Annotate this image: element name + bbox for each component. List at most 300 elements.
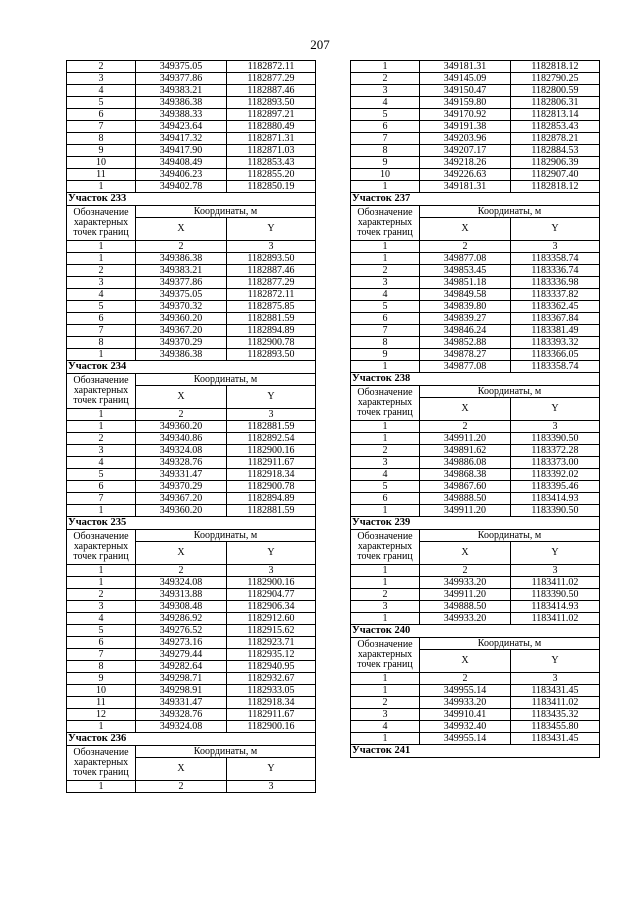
coord-y: 1183393.32 xyxy=(511,337,600,349)
point-number: 11 xyxy=(67,169,136,181)
header-row xyxy=(67,374,316,386)
point-number: 3 xyxy=(351,277,420,289)
point-number: 9 xyxy=(351,349,420,361)
section-title: Участок 239 xyxy=(351,517,600,530)
table-row xyxy=(351,613,600,625)
coords-header: Координаты, м xyxy=(136,746,316,758)
page-number: 207 xyxy=(310,37,330,52)
coord-y: 1182880.49 xyxy=(227,121,316,133)
point-number: 3 xyxy=(351,85,420,97)
table-row xyxy=(351,505,600,517)
coord-x: 349370.29 xyxy=(136,481,227,493)
column-numbers-row xyxy=(67,781,316,793)
coord-x: 349360.20 xyxy=(136,505,227,517)
coord-y: 1182881.59 xyxy=(227,313,316,325)
y-header: Y xyxy=(511,218,600,241)
section-title: Участок 236 xyxy=(67,733,316,746)
coord-y: 1183390.50 xyxy=(511,433,600,445)
coordinates-table xyxy=(350,60,600,758)
x-header: X xyxy=(420,542,511,565)
point-number: 7 xyxy=(67,649,136,661)
table-row xyxy=(67,181,316,193)
coord-y: 3 xyxy=(227,241,316,253)
coord-y: 1182878.21 xyxy=(511,133,600,145)
coord-y: 1182853.43 xyxy=(227,157,316,169)
table-row xyxy=(351,601,600,613)
column-numbers-row xyxy=(67,409,316,421)
table-row xyxy=(67,469,316,481)
coord-x: 349328.76 xyxy=(136,709,227,721)
header-row xyxy=(351,386,600,398)
coord-x: 349839.27 xyxy=(420,313,511,325)
coord-y: 1182818.12 xyxy=(511,181,600,193)
coord-y: 1182884.53 xyxy=(511,145,600,157)
coord-x: 349911.20 xyxy=(420,589,511,601)
point-number: 8 xyxy=(67,133,136,145)
coord-y: 1183362.45 xyxy=(511,301,600,313)
table-row xyxy=(351,289,600,301)
y-header: Y xyxy=(227,758,316,781)
point-label-header: Обозначение характерных точек границ xyxy=(67,530,136,565)
table-row xyxy=(67,685,316,697)
table-row xyxy=(351,61,600,73)
point-number: 6 xyxy=(67,109,136,121)
table-row xyxy=(351,121,600,133)
point-number: 3 xyxy=(351,601,420,613)
point-number: 1 xyxy=(351,733,420,745)
table-row xyxy=(351,493,600,505)
coord-y: 1183411.02 xyxy=(511,613,600,625)
point-number: 2 xyxy=(67,589,136,601)
point-number: 2 xyxy=(351,445,420,457)
coord-x: 349331.47 xyxy=(136,697,227,709)
section-title: Участок 241 xyxy=(351,745,600,758)
table-row xyxy=(67,421,316,433)
table-row xyxy=(67,433,316,445)
table-row xyxy=(351,181,600,193)
coord-x: 349340.86 xyxy=(136,433,227,445)
coord-y: 1182907.40 xyxy=(511,169,600,181)
coord-y: 1182911.67 xyxy=(227,709,316,721)
coord-y: 3 xyxy=(227,409,316,421)
y-header: Y xyxy=(511,542,600,565)
coord-y: 1182892.54 xyxy=(227,433,316,445)
point-number: 3 xyxy=(351,709,420,721)
coord-x: 349360.20 xyxy=(136,313,227,325)
point-number: 4 xyxy=(67,289,136,301)
table-row xyxy=(67,601,316,613)
point-number: 1 xyxy=(67,253,136,265)
point-number: 3 xyxy=(67,73,136,85)
point-number: 4 xyxy=(351,289,420,301)
point-number: 5 xyxy=(67,301,136,313)
coord-y: 1182872.11 xyxy=(227,61,316,73)
coord-y: 1183431.45 xyxy=(511,733,600,745)
point-number: 1 xyxy=(67,565,136,577)
column-numbers-row xyxy=(351,241,600,253)
y-header: Y xyxy=(227,542,316,565)
table-row xyxy=(67,445,316,457)
coord-y: 1182877.29 xyxy=(227,73,316,85)
table-row xyxy=(67,661,316,673)
coord-x: 349279.44 xyxy=(136,649,227,661)
section-title: Участок 233 xyxy=(67,193,316,206)
coords-header: Координаты, м xyxy=(420,386,600,398)
point-number: 8 xyxy=(351,145,420,157)
point-label-header: Обозначение характерных точек границ xyxy=(351,638,420,673)
coord-y: 1182855.20 xyxy=(227,169,316,181)
coord-x: 349911.20 xyxy=(420,433,511,445)
coord-y: 1182923.71 xyxy=(227,637,316,649)
coord-x: 349324.08 xyxy=(136,445,227,457)
coord-y: 1182881.59 xyxy=(227,421,316,433)
coord-x: 349406.23 xyxy=(136,169,227,181)
table-row xyxy=(351,469,600,481)
coord-x: 349867.60 xyxy=(420,481,511,493)
coord-x: 349839.80 xyxy=(420,301,511,313)
coord-x: 349886.08 xyxy=(420,457,511,469)
coord-x: 349360.20 xyxy=(136,421,227,433)
coord-y: 1183358.74 xyxy=(511,253,600,265)
coord-x: 349313.88 xyxy=(136,589,227,601)
coord-x: 349891.62 xyxy=(420,445,511,457)
coord-x: 349911.20 xyxy=(420,505,511,517)
section-title-row xyxy=(351,745,600,758)
table-row xyxy=(351,481,600,493)
point-number: 5 xyxy=(67,97,136,109)
point-number: 6 xyxy=(351,493,420,505)
coord-x: 2 xyxy=(420,241,511,253)
coord-y: 3 xyxy=(511,673,600,685)
point-number: 1 xyxy=(351,181,420,193)
right-column xyxy=(350,60,596,758)
point-number: 10 xyxy=(67,157,136,169)
point-number: 2 xyxy=(67,61,136,73)
point-number: 8 xyxy=(351,337,420,349)
point-number: 1 xyxy=(351,421,420,433)
coord-x: 349150.47 xyxy=(420,85,511,97)
header-row xyxy=(67,530,316,542)
coord-y: 1182881.59 xyxy=(227,505,316,517)
coord-y: 3 xyxy=(511,565,600,577)
table-row xyxy=(351,589,600,601)
table-row xyxy=(67,325,316,337)
point-number: 6 xyxy=(351,121,420,133)
column-numbers-row xyxy=(67,565,316,577)
coord-x: 349324.08 xyxy=(136,721,227,733)
table-row xyxy=(67,301,316,313)
point-number: 1 xyxy=(351,613,420,625)
table-row xyxy=(351,577,600,589)
table-row xyxy=(67,169,316,181)
coord-x: 349383.21 xyxy=(136,85,227,97)
point-number: 1 xyxy=(67,577,136,589)
coord-x: 349218.26 xyxy=(420,157,511,169)
coord-y: 1182918.34 xyxy=(227,469,316,481)
coord-x: 349383.21 xyxy=(136,265,227,277)
coord-x: 349878.27 xyxy=(420,349,511,361)
coord-y: 1182877.29 xyxy=(227,277,316,289)
coord-y: 1183372.28 xyxy=(511,445,600,457)
coord-x: 349298.91 xyxy=(136,685,227,697)
coord-x: 349402.78 xyxy=(136,181,227,193)
table-row xyxy=(67,97,316,109)
point-number: 1 xyxy=(351,673,420,685)
coords-header: Координаты, м xyxy=(136,206,316,218)
coord-y: 1183358.74 xyxy=(511,361,600,373)
coord-y: 1182935.12 xyxy=(227,649,316,661)
table-row xyxy=(67,349,316,361)
coord-y: 1182871.31 xyxy=(227,133,316,145)
point-number: 11 xyxy=(67,697,136,709)
point-number: 1 xyxy=(67,505,136,517)
table-row xyxy=(351,169,600,181)
coord-x: 349203.96 xyxy=(420,133,511,145)
section-title-row xyxy=(67,361,316,374)
table-row xyxy=(67,133,316,145)
coord-x: 349417.90 xyxy=(136,145,227,157)
table-row xyxy=(351,301,600,313)
table-row xyxy=(67,457,316,469)
coord-y: 1182900.78 xyxy=(227,481,316,493)
coord-x: 349367.20 xyxy=(136,493,227,505)
coord-y: 1182912.60 xyxy=(227,613,316,625)
table-row xyxy=(67,649,316,661)
coord-y: 1183431.45 xyxy=(511,685,600,697)
table-row xyxy=(67,253,316,265)
coord-y: 1182853.43 xyxy=(511,121,600,133)
coord-y: 1182911.67 xyxy=(227,457,316,469)
point-number: 3 xyxy=(67,277,136,289)
header-row xyxy=(351,638,600,650)
point-number: 1 xyxy=(351,565,420,577)
coord-x: 2 xyxy=(136,241,227,253)
coord-x: 2 xyxy=(420,673,511,685)
x-header: X xyxy=(420,218,511,241)
coord-x: 349955.14 xyxy=(420,685,511,697)
coord-x: 349273.16 xyxy=(136,637,227,649)
coord-x: 349324.08 xyxy=(136,577,227,589)
table-row xyxy=(67,673,316,685)
coord-y: 1182887.46 xyxy=(227,265,316,277)
coord-x: 349888.50 xyxy=(420,493,511,505)
coord-x: 349849.58 xyxy=(420,289,511,301)
point-number: 4 xyxy=(67,85,136,97)
coord-x: 349851.18 xyxy=(420,277,511,289)
coord-x: 349298.71 xyxy=(136,673,227,685)
table-row xyxy=(67,121,316,133)
coord-x: 349932.40 xyxy=(420,721,511,733)
coord-x: 349328.76 xyxy=(136,457,227,469)
coord-y: 1182806.31 xyxy=(511,97,600,109)
coord-y: 3 xyxy=(227,781,316,793)
coord-x: 349868.38 xyxy=(420,469,511,481)
point-number: 2 xyxy=(351,265,420,277)
table-row xyxy=(351,73,600,85)
table-row xyxy=(67,709,316,721)
table-row xyxy=(351,109,600,121)
coord-y: 1182900.16 xyxy=(227,445,316,457)
coord-x: 349375.05 xyxy=(136,289,227,301)
coord-y: 3 xyxy=(227,565,316,577)
coord-x: 2 xyxy=(136,781,227,793)
point-label-header: Обозначение характерных точек границ xyxy=(67,206,136,241)
table-row xyxy=(67,277,316,289)
point-number: 1 xyxy=(67,241,136,253)
point-number: 2 xyxy=(351,697,420,709)
table-row xyxy=(67,589,316,601)
point-number: 4 xyxy=(67,457,136,469)
coord-x: 349933.20 xyxy=(420,697,511,709)
section-title-row xyxy=(67,733,316,746)
section-title-row xyxy=(67,517,316,530)
coord-x: 349375.05 xyxy=(136,61,227,73)
coord-y: 1183414.93 xyxy=(511,493,600,505)
point-number: 4 xyxy=(351,469,420,481)
point-number: 1 xyxy=(67,349,136,361)
table-row xyxy=(67,613,316,625)
point-label-header: Обозначение характерных точек границ xyxy=(351,386,420,421)
coord-y: 1183411.02 xyxy=(511,697,600,709)
coord-x: 349877.08 xyxy=(420,253,511,265)
point-number: 6 xyxy=(67,637,136,649)
header-row xyxy=(351,206,600,218)
coord-y: 1182932.67 xyxy=(227,673,316,685)
table-row xyxy=(67,577,316,589)
coord-y: 1183392.02 xyxy=(511,469,600,481)
coord-x: 349367.20 xyxy=(136,325,227,337)
table-row xyxy=(351,721,600,733)
table-row xyxy=(351,457,600,469)
section-title: Участок 234 xyxy=(67,361,316,374)
point-number: 2 xyxy=(351,589,420,601)
point-number: 1 xyxy=(351,253,420,265)
point-number: 10 xyxy=(67,685,136,697)
coord-x: 349388.33 xyxy=(136,109,227,121)
coord-y: 1182900.78 xyxy=(227,337,316,349)
table-row xyxy=(351,709,600,721)
point-number: 1 xyxy=(67,409,136,421)
table-row xyxy=(351,313,600,325)
x-header: X xyxy=(136,386,227,409)
point-number: 10 xyxy=(351,169,420,181)
coord-y: 1182904.77 xyxy=(227,589,316,601)
y-header: Y xyxy=(511,650,600,673)
coord-x: 349408.49 xyxy=(136,157,227,169)
coord-y: 1182900.16 xyxy=(227,577,316,589)
coord-y: 1182897.21 xyxy=(227,109,316,121)
coord-x: 349853.45 xyxy=(420,265,511,277)
coord-y: 3 xyxy=(511,241,600,253)
coord-x: 349181.31 xyxy=(420,61,511,73)
coord-x: 349159.80 xyxy=(420,97,511,109)
point-label-header: Обозначение характерных точек границ xyxy=(351,206,420,241)
coord-x: 349226.63 xyxy=(420,169,511,181)
coord-y: 1182893.50 xyxy=(227,349,316,361)
coord-x: 349308.48 xyxy=(136,601,227,613)
point-number: 7 xyxy=(351,325,420,337)
section-title-row xyxy=(351,517,600,530)
coords-header: Координаты, м xyxy=(136,530,316,542)
coord-x: 349370.29 xyxy=(136,337,227,349)
coord-y: 1182813.14 xyxy=(511,109,600,121)
coords-header: Координаты, м xyxy=(420,206,600,218)
coord-x: 349386.38 xyxy=(136,253,227,265)
point-number: 4 xyxy=(351,97,420,109)
coords-header: Координаты, м xyxy=(136,374,316,386)
coord-x: 2 xyxy=(136,565,227,577)
table-row xyxy=(67,61,316,73)
header-row xyxy=(67,746,316,758)
coord-y: 1182850.19 xyxy=(227,181,316,193)
coord-x: 349170.92 xyxy=(420,109,511,121)
table-row xyxy=(67,505,316,517)
table-row xyxy=(351,433,600,445)
table-row xyxy=(351,325,600,337)
point-number: 2 xyxy=(351,73,420,85)
x-header: X xyxy=(420,398,511,421)
y-header: Y xyxy=(227,386,316,409)
coord-x: 349933.20 xyxy=(420,577,511,589)
table-row xyxy=(67,289,316,301)
coord-y: 1182790.25 xyxy=(511,73,600,85)
coord-y: 1182887.46 xyxy=(227,85,316,97)
point-number: 7 xyxy=(351,133,420,145)
coord-x: 349191.38 xyxy=(420,121,511,133)
coord-x: 349417.32 xyxy=(136,133,227,145)
coord-x: 349286.92 xyxy=(136,613,227,625)
point-number: 6 xyxy=(67,313,136,325)
point-number: 1 xyxy=(67,181,136,193)
coord-x: 2 xyxy=(420,421,511,433)
coord-y: 1182906.39 xyxy=(511,157,600,169)
header-row xyxy=(351,530,600,542)
point-number: 6 xyxy=(351,313,420,325)
point-number: 2 xyxy=(67,265,136,277)
coords-header: Координаты, м xyxy=(420,638,600,650)
coord-y: 1182900.16 xyxy=(227,721,316,733)
table-row xyxy=(351,361,600,373)
point-number: 8 xyxy=(67,661,136,673)
point-number: 9 xyxy=(351,157,420,169)
coord-y: 1183435.32 xyxy=(511,709,600,721)
point-number: 5 xyxy=(351,301,420,313)
coord-y: 1182872.11 xyxy=(227,289,316,301)
coord-y: 1182915.62 xyxy=(227,625,316,637)
point-number: 8 xyxy=(67,337,136,349)
point-number: 2 xyxy=(67,433,136,445)
coord-y: 1182906.34 xyxy=(227,601,316,613)
table-row xyxy=(67,337,316,349)
table-row xyxy=(351,265,600,277)
column-numbers-row xyxy=(351,421,600,433)
point-number: 1 xyxy=(67,781,136,793)
coord-y: 1183414.93 xyxy=(511,601,600,613)
table-row xyxy=(67,109,316,121)
coord-x: 349955.14 xyxy=(420,733,511,745)
coord-y: 1182940.95 xyxy=(227,661,316,673)
table-row xyxy=(351,685,600,697)
table-row xyxy=(351,85,600,97)
point-number: 12 xyxy=(67,709,136,721)
x-header: X xyxy=(136,758,227,781)
coord-x: 349145.09 xyxy=(420,73,511,85)
coord-x: 349276.52 xyxy=(136,625,227,637)
coord-x: 2 xyxy=(420,565,511,577)
section-title-row xyxy=(351,625,600,638)
column-numbers-row xyxy=(351,565,600,577)
x-header: X xyxy=(136,542,227,565)
